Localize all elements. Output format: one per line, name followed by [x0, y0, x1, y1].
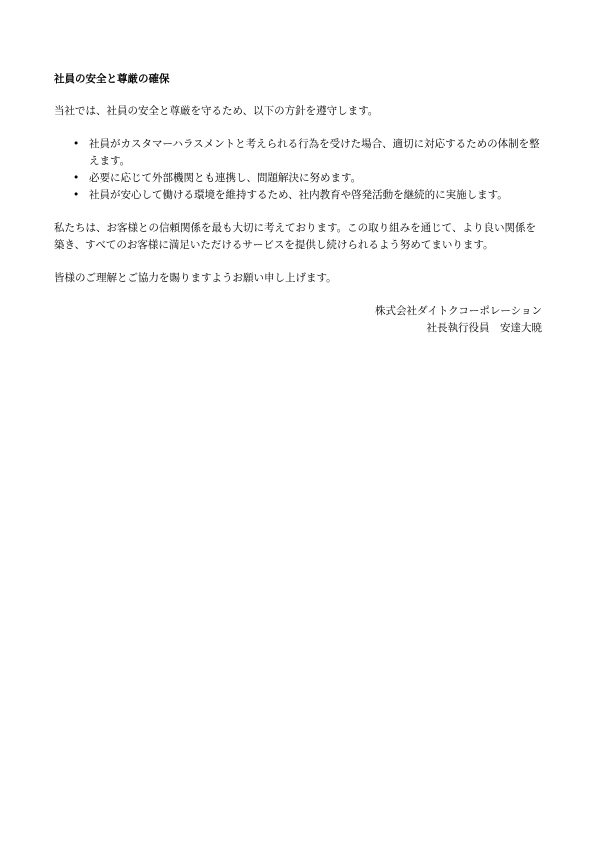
document-page	[54, 71, 542, 337]
list-item	[54, 170, 542, 187]
list-item	[54, 136, 542, 170]
section-heading: 社員の安全と尊厳の確保	[54, 73, 170, 85]
bullet-marker: •	[73, 138, 80, 150]
bullet-marker: •	[73, 189, 80, 201]
list-item-text: 社員が安心して働ける環境を維持するため、社内教育や啓発活動を継続的に実施します。	[89, 189, 508, 201]
list-item-text: 必要に応じて外部機関とも連携し、問題解決に努めます。	[89, 172, 362, 184]
request-paragraph: 皆様のご理解とご協力を賜りますようお願い申し上げます。	[54, 272, 337, 284]
intro-paragraph: 当社では、社員の安全と尊厳を守るため、以下の方針を遵守します。	[54, 105, 379, 117]
signature-block	[54, 303, 542, 337]
executive-name: 社長執行役員 安達大暁	[426, 322, 542, 334]
list-item-text: 社員がカスタマーハラスメントと考えられる行為を受けた場合、適切に対応するための体制を整えます。	[89, 138, 540, 167]
company-name: 株式会社ダイトクコーポレーション	[375, 305, 542, 317]
policy-list	[54, 136, 542, 204]
list-item	[54, 187, 542, 204]
bullet-marker: •	[73, 172, 80, 184]
closing-paragraph: 私たちは、お客様との信頼関係を最も大切に考えております。この取り組みを通じて、より良い関係を築き、すべてのお客様に満足いただけるサービスを提供し続けられるよう努めてまいります。	[54, 222, 536, 251]
